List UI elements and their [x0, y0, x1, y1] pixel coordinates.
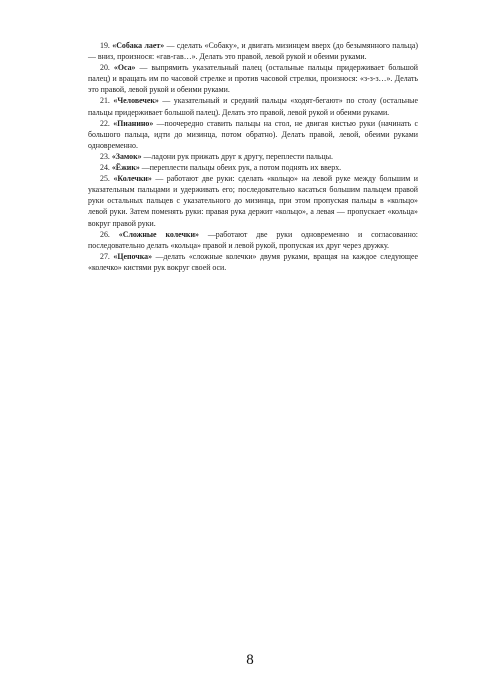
item-title: «Человечек»: [113, 96, 159, 106]
exercise-item: [88, 151, 418, 162]
item-number: 26.: [100, 229, 110, 239]
item-title: «Колечки»: [113, 174, 152, 184]
exercise-item: [88, 162, 418, 173]
exercise-item: [88, 251, 418, 273]
item-number: 27.: [100, 251, 110, 261]
exercise-list: [88, 40, 418, 273]
item-number: 21.: [100, 96, 110, 106]
item-title: «Сложные колечки»: [118, 229, 199, 239]
item-text: —поочередно ставить пальцы на стол, не двигая кистью руки (начинать с большого пальца, идти до мизинца, потом обратно). Делать правой, левой, обеими руками одновременно.: [88, 118, 418, 150]
item-text: — выпрямить указательный палец (остальные пальцы придерживает большой палец) и вращать им по часовой стрелке и против часовой стрелки, произнося: «з-з-з…». Делать это правой, левой рукой и обеими руками.: [88, 63, 418, 95]
page-number: 8: [246, 652, 254, 668]
item-title: «Цепочка»: [113, 251, 153, 261]
item-text: —переплести пальцы обеих рук, а потом поднять их вверх.: [139, 163, 342, 173]
exercise-item: [88, 173, 418, 228]
item-text: — работают две руки: сделать «кольцо» на левой руке между большим и указательным пальцами и удерживать его; последовательно касаться большим пальцем правой руки остальных пальцев с указательного до мизинца, при этом пропуская пальцы в «кольцо» левой руки. Затем поменять руки: правая рука держит «кольцо», а левая — пропускает «кольца» вокруг правой руки.: [88, 174, 418, 228]
item-number: 25.: [100, 174, 110, 184]
item-title: «Замок»: [111, 151, 142, 161]
item-number: 19.: [100, 41, 110, 50]
item-title: «Оса»: [113, 63, 136, 73]
item-text: — сделать «Собаку», и двигать мизинцем вверх (до безымянного пальца) — вниз, произнося: «гав-гав…». Делать это правой, левой рукой и обеими руками.: [88, 41, 418, 62]
item-text: —работают две руки одновременно и согласованно: последовательно делать «кольца» правой и левой рукой, пропуская их друг через дружку.: [88, 229, 418, 250]
item-number: 23.: [100, 151, 110, 161]
item-title: «Ёжик»: [111, 163, 140, 173]
item-number: 20.: [100, 63, 110, 73]
item-number: 22.: [100, 118, 110, 128]
item-title: «Собака лает»: [112, 41, 165, 50]
exercise-item: [88, 40, 418, 62]
item-number: 24.: [100, 163, 110, 173]
exercise-item: [88, 229, 418, 251]
item-text: —делать «сложные колечки» двумя руками, вращая на каждое следующее «колечко» кистями рук вокруг своей оси.: [88, 251, 418, 272]
exercise-item: [88, 62, 418, 95]
exercise-item: [88, 95, 418, 117]
exercise-item: [88, 118, 418, 151]
item-text: — указательный и средний пальцы «ходят-бегают» по столу (остальные пальцы придерживает большой палец). Делать это правой, левой рукой и обеими руками.: [88, 96, 418, 117]
item-text: —ладони рук прижать друг к другу, переплести пальцы.: [141, 151, 334, 161]
item-title: «Пианино»: [113, 118, 154, 128]
